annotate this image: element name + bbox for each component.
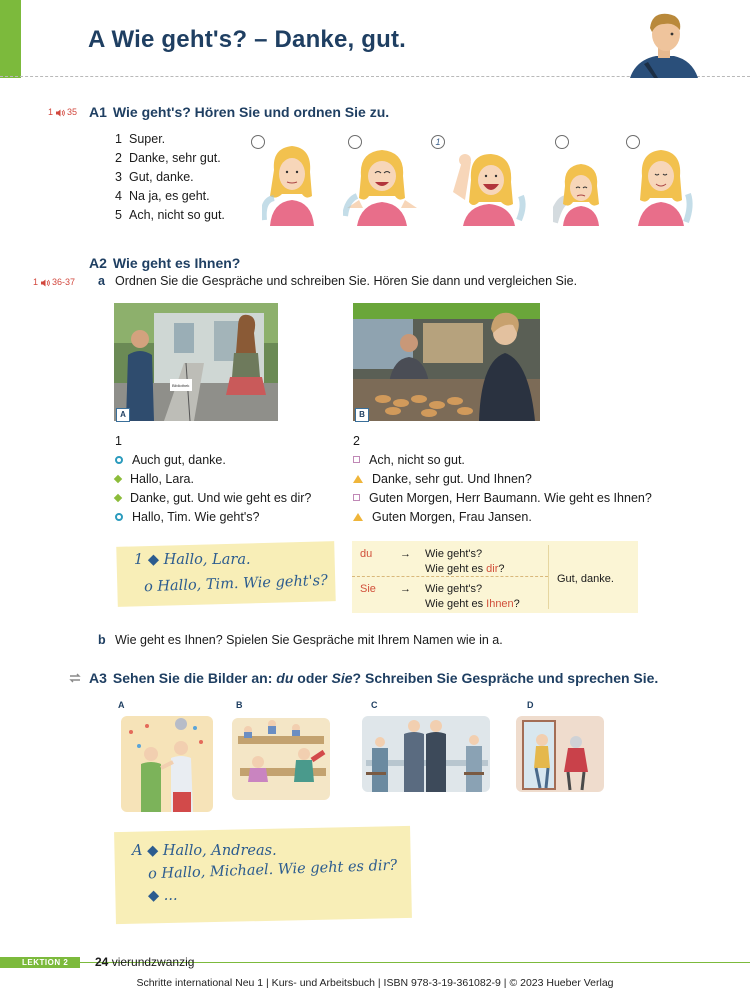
partner-exchange-icon xyxy=(68,673,82,683)
girl-illustration-3 xyxy=(441,150,529,226)
answer-circle-3[interactable]: 1 xyxy=(431,135,445,149)
party-illustration xyxy=(117,712,217,816)
library-sign-text: Bibliothek xyxy=(172,383,190,388)
student-portrait-image xyxy=(628,10,698,78)
dialog-2-list xyxy=(353,451,652,527)
sie-question-2: Wie geht es Ihnen? xyxy=(425,598,520,610)
diamond-marker-icon xyxy=(114,493,122,501)
diamond-marker-icon xyxy=(114,474,122,482)
square-marker-icon xyxy=(353,494,360,501)
part-a-label: a xyxy=(98,274,105,288)
list-item: Guten Morgen, Frau Jansen. xyxy=(353,508,652,527)
sie-label: Sie xyxy=(360,583,376,595)
page-title: A Wie geht's? – Danke, gut. xyxy=(88,26,407,53)
audio-track-a1[interactable] xyxy=(48,107,77,117)
table-divider xyxy=(548,545,549,609)
du-question-1: Wie geht's? xyxy=(425,548,483,560)
note-a3-line-2: o Hallo, Michael. Wie geht es dir? xyxy=(147,857,398,883)
list-item: 5 Ach, nicht so gut. xyxy=(115,208,225,222)
copyright-line: Schritte international Neu 1 | Kurs- und Arbeitsbuch | ISBN 978-3-19-361082-9 | © 2023 Hueber Verlag xyxy=(136,977,614,989)
list-item: Ach, nicht so gut. xyxy=(353,451,652,470)
illustration-d-label: D xyxy=(527,700,534,710)
task-number: A2 xyxy=(89,255,107,271)
illustration-b-label: B xyxy=(236,700,243,710)
a1-options-list xyxy=(115,130,225,225)
list-item: Hallo, Tim. Wie geht's? xyxy=(115,508,311,527)
list-item: 4 Na ja, es geht. xyxy=(115,189,210,203)
arrow-icon: → xyxy=(400,583,411,595)
part-b-label: b xyxy=(98,633,106,647)
track-number: 35 xyxy=(67,107,78,117)
doorway-illustration xyxy=(512,712,608,796)
task-instruction: Wie geht's? Hören Sie und ordnen Sie zu. xyxy=(112,104,390,120)
list-item: 1 Super. xyxy=(115,132,166,146)
list-item: Danke, gut. Und wie geht es dir? xyxy=(115,489,311,508)
list-item: Auch gut, danke. xyxy=(115,451,311,470)
lesson-tag: LEKTION 2 xyxy=(0,957,80,968)
triangle-marker-icon xyxy=(353,513,363,521)
note-a3-line-1: A ◆ Hallo, Andreas. xyxy=(132,843,277,859)
office-meeting-illustration xyxy=(358,712,494,796)
list-item: Guten Morgen, Herr Baumann. Wie geht es Ihnen? xyxy=(353,489,652,508)
triangle-marker-icon xyxy=(353,475,363,483)
photo-a-library-meeting xyxy=(114,303,278,421)
list-item: 2 Danke, sehr gut. xyxy=(115,151,221,165)
dialog-1-number: 1 xyxy=(115,434,122,448)
illustration-c-label: C xyxy=(371,700,378,710)
girl-illustration-2 xyxy=(343,146,421,226)
chapter-color-bar xyxy=(0,0,21,78)
table-divider xyxy=(352,576,548,577)
girl-illustration-5 xyxy=(626,146,696,226)
girl-illustration-1 xyxy=(262,140,322,226)
list-item: Hallo, Lara. xyxy=(115,470,311,489)
square-marker-icon xyxy=(353,456,360,463)
girl-illustration-4 xyxy=(553,160,609,226)
track-cd: 1 xyxy=(48,107,54,117)
part-a-instruction: Ordnen Sie die Gespräche und schreiben Sie. Hören Sie dann und vergleichen Sie. xyxy=(115,274,578,288)
sie-question-1: Wie geht's? xyxy=(425,583,483,595)
circle-marker-icon xyxy=(115,456,123,464)
task-number: A1 xyxy=(89,104,107,120)
note-line-2: o Hallo, Tim. Wie geht's? xyxy=(143,572,329,596)
speaker-icon xyxy=(41,279,50,287)
list-item: Danke, sehr gut. Und Ihnen? xyxy=(353,470,652,489)
page-number: 24 vierundzwanzig xyxy=(95,955,195,969)
a2-heading xyxy=(89,255,240,271)
part-b-instruction: Wie geht es Ihnen? Spielen Sie Gespräche mit Ihrem Namen wie in a. xyxy=(115,633,503,647)
answer-circle-4[interactable] xyxy=(555,135,569,149)
dialog-1-list xyxy=(115,451,311,527)
photo-b-bakery xyxy=(353,303,540,421)
illustration-a-label: A xyxy=(118,700,125,710)
speaker-icon xyxy=(56,109,65,117)
note-line-1: 1 ◆ Hallo, Lara. xyxy=(134,552,251,568)
du-label: du xyxy=(360,548,373,560)
track-cd: 1 xyxy=(33,277,39,287)
dialog-2-number: 2 xyxy=(353,434,360,448)
grammar-table xyxy=(352,541,638,613)
task-number: A3 xyxy=(89,670,107,686)
note-a3-line-3: ◆ ... xyxy=(148,888,178,904)
classroom-illustration xyxy=(228,712,334,804)
a1-heading xyxy=(89,104,389,120)
arrow-icon: → xyxy=(400,548,411,560)
task-heading-text: Wie geht es Ihnen? xyxy=(112,255,241,271)
photo-a-label: A xyxy=(116,408,130,422)
photo-b-label: B xyxy=(355,408,369,422)
audio-track-a2[interactable] xyxy=(33,277,75,287)
grammar-answer: Gut, danke. xyxy=(557,573,614,585)
track-number: 36-37 xyxy=(52,277,76,287)
circle-marker-icon xyxy=(115,513,123,521)
a3-heading: A3 Sehen Sie die Bilder an: du oder Sie? Schreiben Sie Gespräche und sprechen Sie. xyxy=(89,670,659,686)
list-item: 3 Gut, danke. xyxy=(115,170,194,184)
du-question-2: Wie geht es dir? xyxy=(425,563,505,575)
